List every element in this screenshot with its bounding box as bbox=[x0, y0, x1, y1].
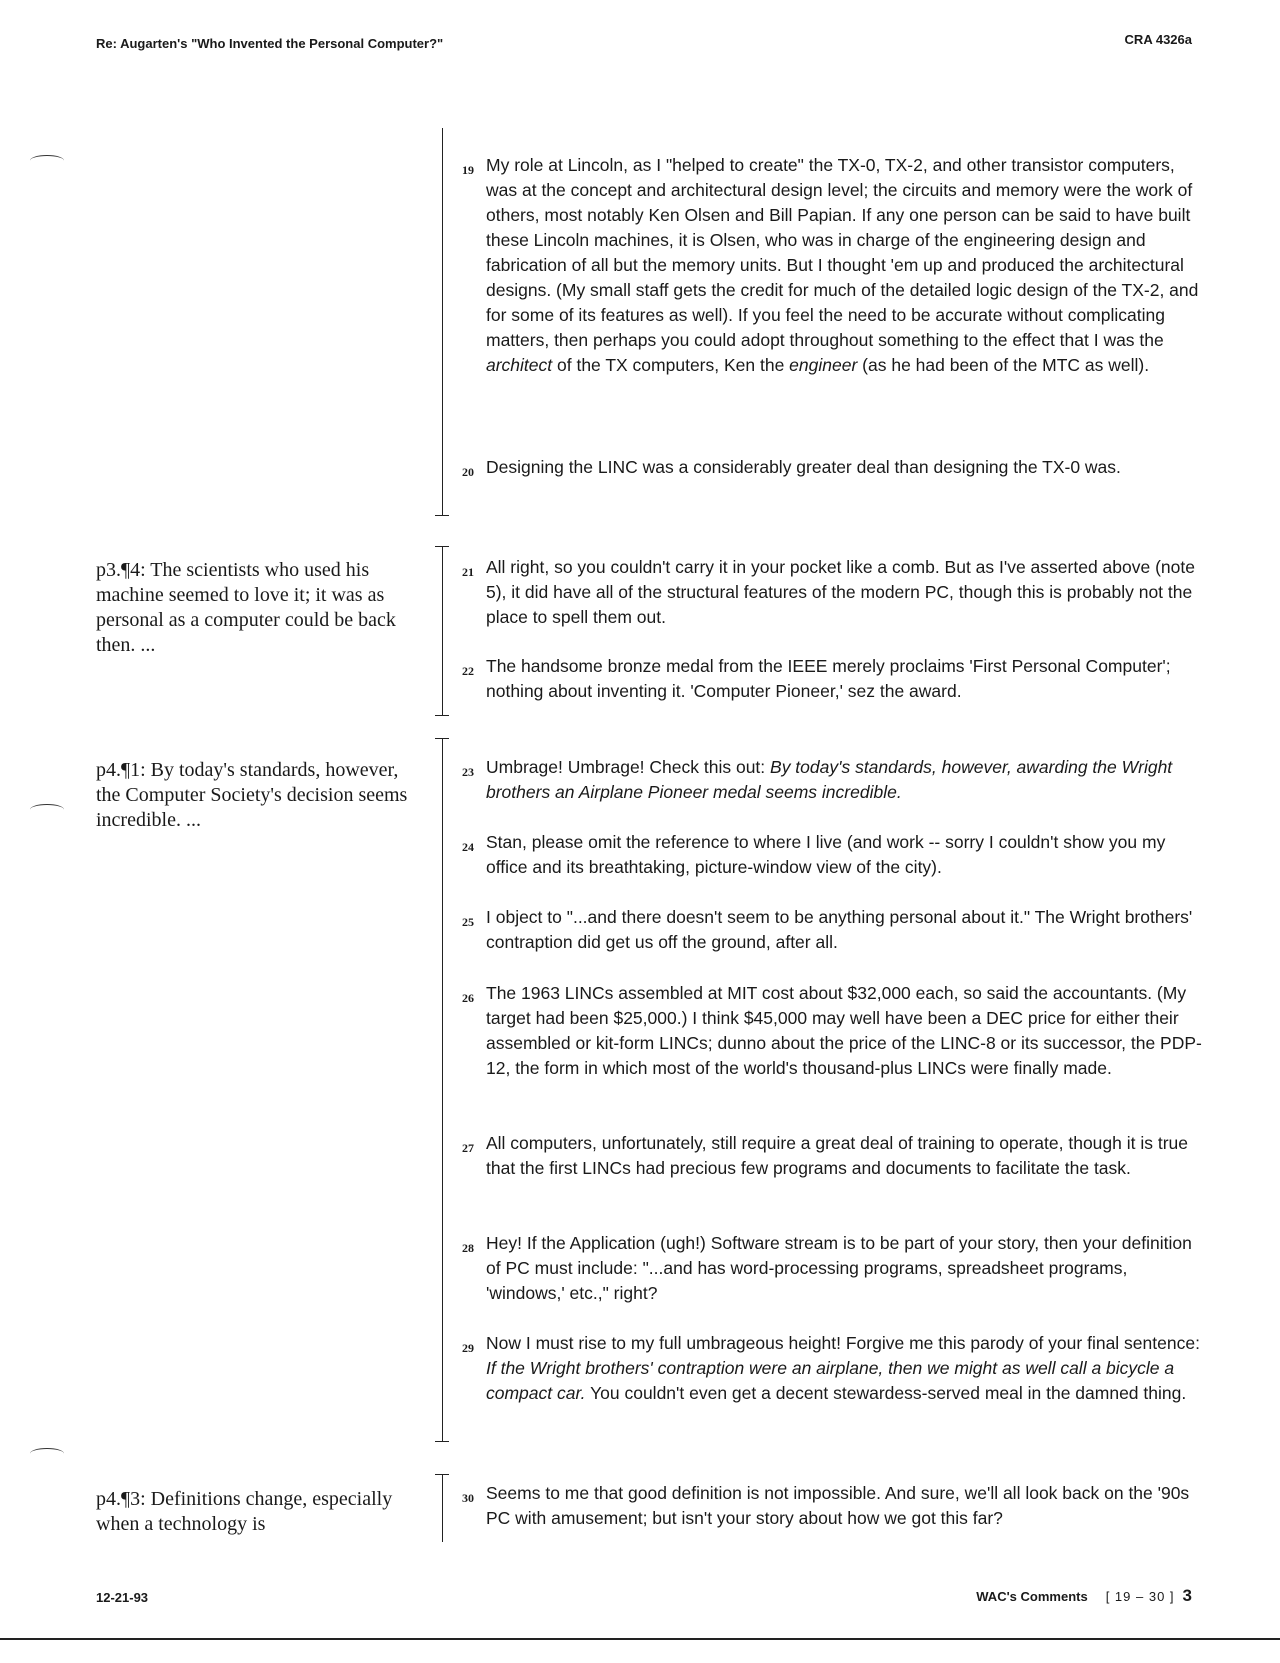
footnote-number: 26 bbox=[462, 991, 474, 1005]
note-bracket bbox=[442, 128, 457, 516]
footer-date: 12-21-93 bbox=[96, 1590, 149, 1605]
footnote-28: 28 Hey! If the Application (ugh!) Software stream is to be part of your story, then your definition of PC must include: "...and has word-processing programs, spreadsheet programs, 'windows,' etc.," right? bbox=[462, 1233, 1192, 1303]
footnote-24: 24 Stan, please omit the reference to where I live (and work -- sorry I couldn't show you my office and its breathtaking, picture-window view of the city). bbox=[462, 832, 1166, 877]
footnote-25: 25 I object to "...and there doesn't seem to be anything personal about it." The Wright brothers' contraption did get us off the ground, after all. bbox=[462, 907, 1193, 952]
footnote-22: 22 The handsome bronze medal from the IEEE merely proclaims 'First Personal Computer'; nothing about inventing it. 'Computer Pioneer,' sez the award. bbox=[462, 656, 1171, 701]
footer-range: [ 19 – 30 ] bbox=[1105, 1589, 1175, 1604]
footer-label-group bbox=[976, 1586, 1192, 1606]
page-header-title: Re: Augarten's "Who Invented the Personal Computer?" bbox=[96, 36, 444, 51]
footnote-26: 26 The 1963 LINCs assembled at MIT cost about $32,000 each, so said the accountants. (My target had been $25,000.) I think $45,000 may well have been a DEC price for either their assembled or kit-form LINCs; dunno about the price of the LINC-8 or its successor, the PDP-12, the form in which most of the world's thousand-plus LINCs were finally made. bbox=[462, 983, 1202, 1078]
margin-quote: p3.¶4: The scientists who used his machine seemed to love it; it was as personal as a computer could be back then. ... bbox=[96, 559, 396, 656]
footnote-number: 19 bbox=[462, 163, 474, 177]
note-bracket bbox=[442, 1474, 457, 1542]
footnote-number: 30 bbox=[462, 1491, 474, 1505]
footnote-number: 22 bbox=[462, 664, 474, 678]
note-bracket bbox=[442, 546, 457, 716]
margin-quote: p4.¶1: By today's standards, however, the Computer Society's decision seems incredible. ... bbox=[96, 759, 408, 831]
margin-tick-mark bbox=[30, 1448, 64, 1459]
margin-tick-mark bbox=[30, 804, 64, 815]
footnote-number: 28 bbox=[462, 1241, 474, 1255]
footnote-21: 21 All right, so you couldn't carry it in your pocket like a comb. But as I've asserted above (note 5), it did have all of the structural features of the modern PC, though this is probably not the place to spell them out. bbox=[462, 557, 1195, 627]
footnote-number: 25 bbox=[462, 915, 474, 929]
margin-tick-mark bbox=[30, 155, 64, 166]
footnote-number: 27 bbox=[462, 1141, 474, 1155]
footnote-number: 24 bbox=[462, 840, 474, 854]
footnote-23: 23 Umbrage! Umbrage! Check this out: By today's standards, however, awarding the Wright brothers an Airplane Pioneer medal seems incredible. bbox=[462, 757, 1173, 802]
footer-label: WAC's Comments bbox=[976, 1589, 1088, 1604]
footnote-30: 30 Seems to me that good definition is not impossible. And sure, we'll all look back on the '90s PC with amusement; but isn't your story about how we got this far? bbox=[462, 1483, 1190, 1528]
footnote-20: 20 Designing the LINC was a considerably greater deal than designing the TX-0 was. bbox=[462, 455, 1202, 480]
bottom-rule bbox=[0, 1638, 1280, 1640]
margin-quote: p4.¶3: Definitions change, especially when a technology is bbox=[96, 1488, 393, 1535]
footnote-number: 21 bbox=[462, 565, 474, 579]
footnote-29: 29 Now I must rise to my full umbrageous height! Forgive me this parody of your final sentence: If the Wright brothers' contraption were an airplane, then we might as well call a bicycle a compact car. You couldn't even get a decent stewardess-served meal in the damned thing. bbox=[462, 1333, 1200, 1403]
footnote-27: 27 All computers, unfortunately, still require a great deal of training to operate, though it is true that the first LINCs had precious few programs and documents to facilitate the task. bbox=[462, 1133, 1189, 1178]
footnote-number: 20 bbox=[462, 465, 474, 479]
footnote-19: 19 My role at Lincoln, as I "helped to create" the TX-0, TX-2, and other transistor computers, was at the concept and architectural design level; the circuits and memory were the work of others, most notably Ken Olsen and Bill Papian. If any one person can be said to have built these Lincoln machines, it is Olsen, who was in charge of the engineering design and fabrication of all but the memory units. But I thought 'em up and produced the architectural designs. (My small staff gets the credit for much of the detailed logic design of the TX-2, and for some of its features as well). If you feel the need to be accurate without complicating matters, then perhaps you could adopt throughout something to the effect that I was the architect of the TX computers, Ken the engineer (as he had been of the MTC as well). bbox=[462, 155, 1199, 375]
footnote-number: 23 bbox=[462, 765, 474, 779]
page-number: 3 bbox=[1182, 1586, 1192, 1605]
note-bracket bbox=[442, 738, 457, 1442]
footnote-number: 29 bbox=[462, 1341, 474, 1355]
document-id: CRA 4326a bbox=[1124, 32, 1192, 47]
